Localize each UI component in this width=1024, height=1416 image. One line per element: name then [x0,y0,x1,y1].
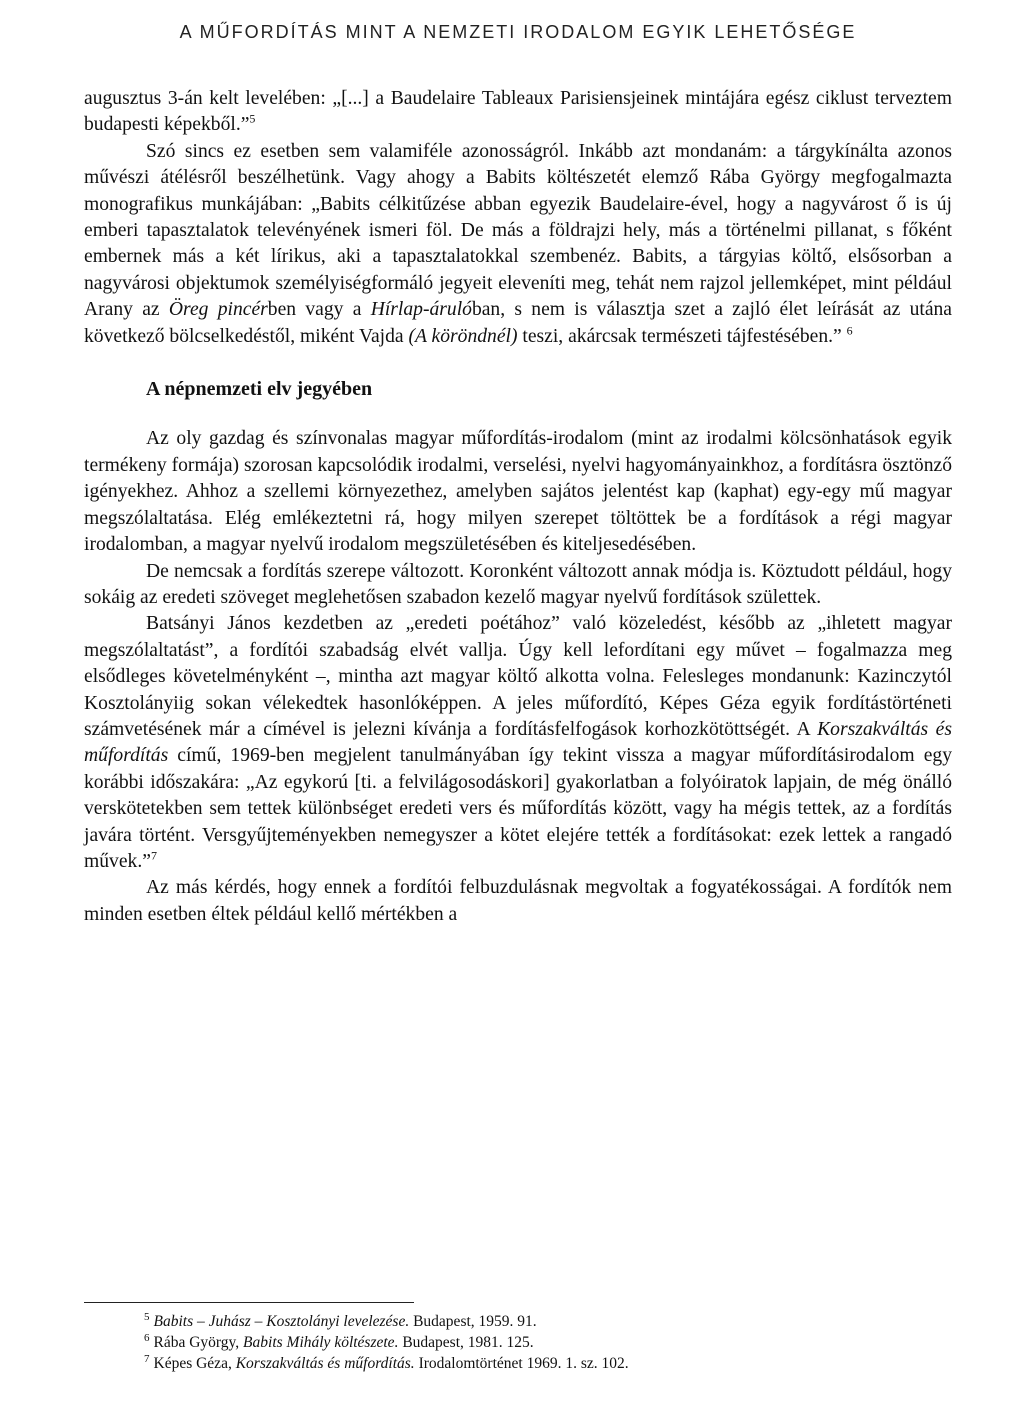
paragraph-2-text-b: ben vagy a [267,299,371,321]
running-head: A MŰFORDÍTÁS MINT A NEMZETI IRODALOM EGYIK LEHETŐSÉGE [179,22,857,42]
paragraph-2-text-c: ban, s nem is választja szet a zajló élet leírását az utána következő bölcselkedéstől, miként Vajda [84,299,953,347]
paragraph-1 [84,86,952,139]
paragraph-3: Az oly gazdag és színvonalas magyar műfordítás-irodalom (mint az irodalmi kölcsönhatások egyik termékeny formája) szorosan kapcsolódik irodalmi, verselési, nyelvi hagyományainkhoz, a fordításra ösztönző igényekhez. Ahhoz a szellemi környezethez, amelyben sajátos jelentést kap (kaphat) egy-egy mű magyar megszólaltatása. Elég emlékeztetni rá, hogy milyen szerepet töltöttek be a fordítások a régi magyar irodalomban, a magyar nyelvű irodalom megszületésében és kiteljesedésében. [84,428,952,556]
footnote-title: Korszakváltás és műfordítás. [235,1355,415,1372]
footnote-7 [84,1353,952,1374]
footnote-6 [84,1332,952,1353]
title-a-korondnel: (A köröndnél) [408,325,518,347]
footnote-number: 7 [144,1352,150,1365]
footnote-text: Irodalomtörténet 1969. 1. sz. 102. [414,1355,629,1372]
footnote-number: 6 [144,1331,150,1344]
paragraph-5-text-a: Batsányi János kezdetben az „eredeti poétához” való közeledést, később az „ihletett magyar megszólaltatást”, a fordítói szabadság elvét vallja. Úgy kell lefordítani egy művet – fogalmazza meg elsődleges követelményként –, mintha azt magyar költő alkotta volna. Felesleges mondanunk: Kazinczytól Kosztolányiig sokan vélekedtek hasonlóképpen. A jeles műfordító, Képes Géza egyik fordítástörténeti számvetésének már a címével is jelezni kívánja a fordításfelfogások korhozkötöttségét. A [84,613,952,740]
footnote-text: Budapest, 1981. 125. [398,1334,534,1351]
footnote-number: 5 [144,1310,150,1323]
title-korszakvaltas: Korszakváltás és műfordítás [84,718,952,767]
footnote-author: Képes Géza, [153,1355,236,1372]
title-hirlap-arulo: Hírlap-áruló [370,299,472,321]
paragraph-2-text-a: Szó sincs ez esetben sem valamiféle azonosságról. Inkább azt mondanám: a tárgykínálta azonos művészi átélésről beszélhetünk. Vagy ahogy a Babits költészetét elemző Rába György megfogalmazta monografikus munkájában: „Babits célkitűzése abban egyezik Baudelaire-ével, hogy a nagyvárost ő is új emberi tapasztalatok televényének ismeri föl. De más a földrajzi hely, más a történelmi pillanat, s főként embernek más a két lírikus, aki a tapasztalatokkal szembenéz. Babits, a tárgyias költő, elsősorban a nagyvárosi objektumok személyiségformáló jegyeit eleveníti meg, tehát nem rajzol jellemképet, mint például Arany az [84,140,952,321]
section-heading: A népnemzeti elv jegyében [146,378,373,401]
paragraph-5-text-b: című, 1969-ben megjelent tanulmányában így tekint vissza a magyar műfordításirodalom egy korábbi időszakára: „Az egykorú [ti. a felvilágosodáskori] gyakorlatban a folyóiratok lapjain, de még önálló verskötetekben sem tettek különbséget eredeti vers és műfordítás között, vagy ha mégis tettek, az a fordítás javára történt. Versgyűjteményekben nemegyszer a kötet elejére tették a fordításokat: ezek lettek a rangadó művek.” [84,745,952,872]
footnote-ref-5: 5 [249,111,256,126]
footnotes [84,1311,952,1374]
paragraph-6: Az más kérdés, hogy ennek a fordítói felbuzdulásnak megvoltak a fogyatékosságai. A fordítók nem minden esetben éltek például kellő mértékben a [84,877,952,925]
paragraph-2-text-d: teszi, akárcsak természeti tájfestésében.” [517,325,842,347]
paragraph-1-text: augusztus 3-án kelt levelében: „[...] a Baudelaire Tableaux Parisiensjeinek mintájára egész ciklust terveztem budapesti képekből.” [84,88,952,136]
paragraph-5 [84,611,952,875]
footnote-5 [84,1311,952,1332]
footnote-title: Babits – Juhász – Kosztolányi levelezése. [153,1313,410,1330]
title-oreg-pincer: Öreg pincér [168,299,268,321]
footnote-text: Budapest, 1959. 91. [409,1313,537,1330]
footnote-author: Rába György, [153,1334,244,1351]
paragraph-4: De nemcsak a fordítás szerepe változott. Koronként változott annak módja is. Köztudott például, hogy sokáig az eredeti szöveget meglehetősen szabadon kezelő magyar nyelvű fordítások születtek. [84,560,952,608]
body-text [84,86,952,928]
paragraph-2 [84,139,952,350]
footnote-title: Babits Mihály költészete. [243,1334,399,1351]
footnote-ref-7: 7 [150,848,157,863]
footnote-rule [84,1302,414,1303]
footnote-ref-6: 6 [846,323,853,338]
